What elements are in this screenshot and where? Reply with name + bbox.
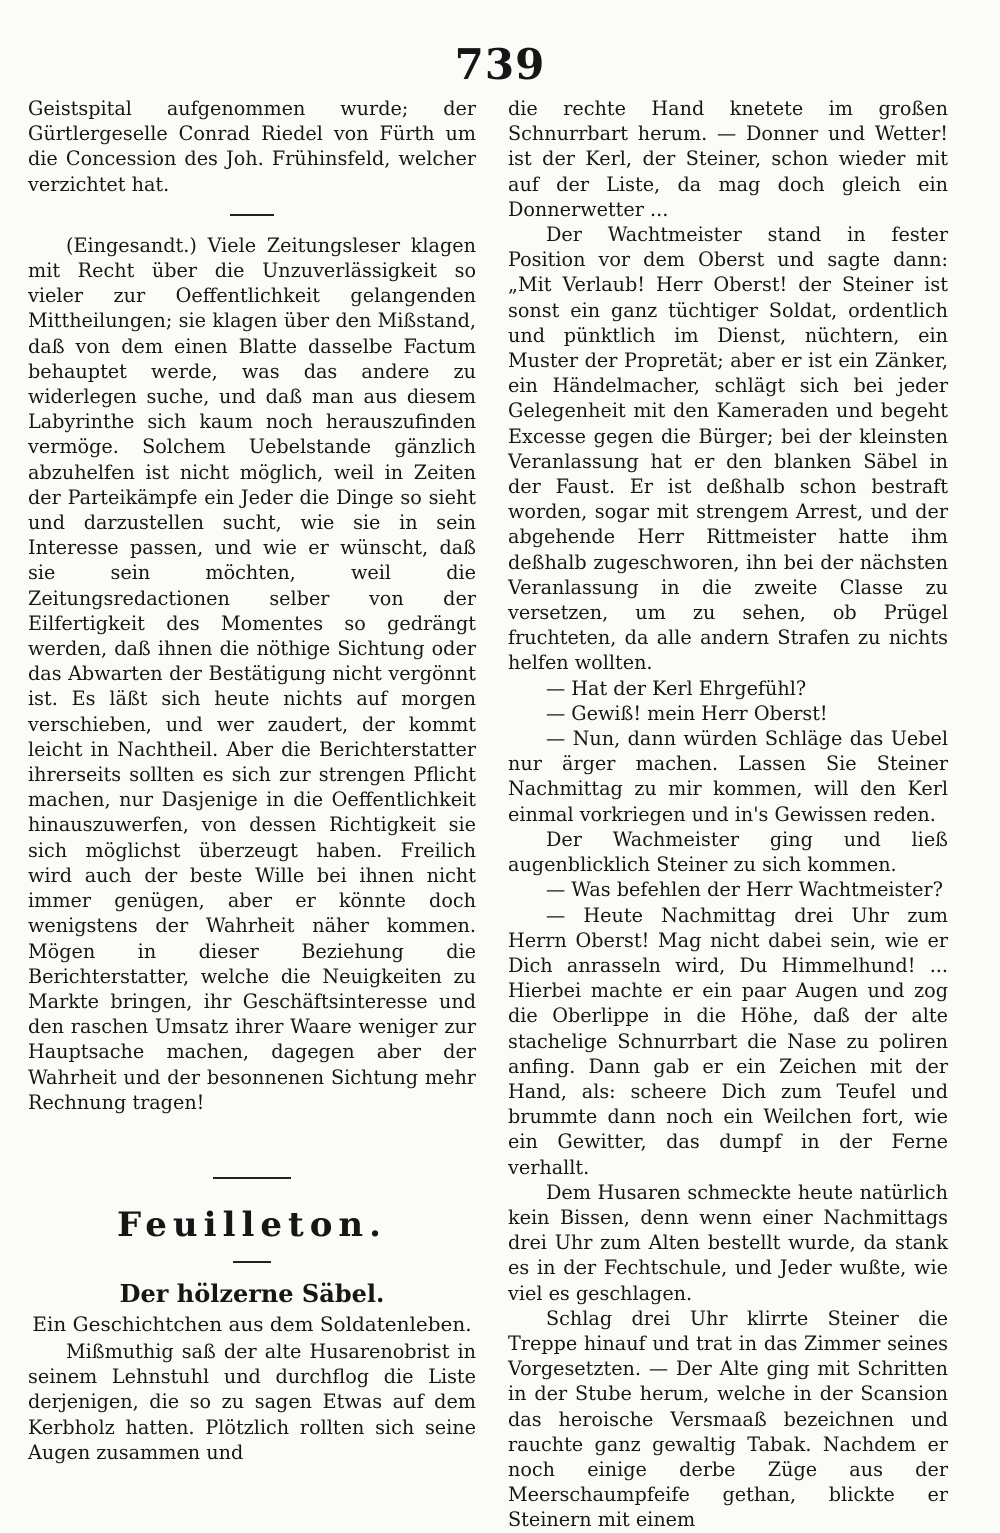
story-title: Der hölzerne Säbel. xyxy=(119,1278,385,1308)
story-subtitle: Ein Geschichtchen aus dem Soldatenleben. xyxy=(32,1311,472,1336)
title-divider xyxy=(233,1261,271,1263)
dialogue-line: — Gewiß! mein Herr Oberst! xyxy=(546,701,828,725)
story-paragraph: die rechte Hand knetete im großen Schnurrbart herum. — Donner und Wetter! ist der Kerl, der Steiner, schon wieder mit auf der Liste, da mag doch gleich ein Donnerwetter ... xyxy=(508,97,948,221)
story-paragraph: Der Wachmeister ging und ließ augenblicklich Steiner zu sich kommen. xyxy=(508,827,948,877)
continuation-paragraph: Geistspital aufgenommen wurde; der Gürtlergeselle Conrad Riedel von Fürth um die Concession des Joh. Frühinsfeld, welcher verzichtet hat. xyxy=(28,97,476,196)
feuilleton-heading: Feuilleton. xyxy=(117,1204,387,1245)
page-number: 739 xyxy=(454,40,546,89)
dialogue-line: — Nun, dann würden Schläge das Uebel nur ärger machen. Lassen Sie Steiner Nachmittag zu mir kommen, will den Kerl einmal vorkriegen und in's Gewissen reden. xyxy=(508,727,948,826)
dialogue-line: — Heute Nachmittag drei Uhr zum Herrn Oberst! Mag nicht dabei sein, wie er Dich anrasseln wird, Du Himmelhund! ... Hierbei machte er ein paar Augen und zog die Oberlippe in die Höhe, daß der alte stachelige Schnurrbart die Nase zu poliren anfing. Dann gab er ein Zeichen mit der Hand, als: scheere Dich zum Teufel und brummte dann noch ein Weilchen fort, wie ein Gewitter, das dumpf in der Ferne verhallt. xyxy=(508,903,948,1179)
story-paragraph: Schlag drei Uhr klirrte Steiner die Treppe hinauf und trat in das Zimmer seines Vorgesetzten. — Der Alte ging mit Schritten in der Stube herum, welche in der Scansion das heroische Versmaaß bezeichnen und rauchte ganz gewaltig Tabak. Nachdem er noch einige derbe Züge aus der Meerschaumpfeife gethan, blickte er Steinern mit einem xyxy=(508,1306,948,1532)
left-column xyxy=(28,96,476,1465)
story-paragraph: Dem Husaren schmeckte heute natürlich kein Bissen, denn wenn einer Nachmittags drei Uhr zum Alten bestellt wurde, da stank es in der Fechtschule, und Jeder wußte, wie viel es geschlagen. xyxy=(508,1180,948,1305)
dialogue-line: — Hat der Kerl Ehrgefühl? xyxy=(546,676,807,700)
right-column xyxy=(508,96,948,1533)
section-divider xyxy=(230,214,274,216)
feuilleton-divider xyxy=(213,1177,291,1179)
dialogue-line: — Was befehlen der Herr Wachtmeister? xyxy=(546,878,943,902)
eingesandt-paragraph: (Eingesandt.) Viele Zeitungsleser klagen mit Recht über die Unzuverlässigkeit so vieler zur Oeffentlichkeit gelangenden Mittheilungen; sie klagen über den Mißstand, daß von dem einen Blatte dasselbe Factum behauptet werde, was das andere zu widerlegen suche, und daß man aus diesem Labyrinthe sich kaum noch herauszufinden vermöge. Solchem Uebelstande gänzlich abzuhelfen ist nicht möglich, weil in Zeiten der Parteikämpfe ein Jeder die Dinge so sieht und darzustellen sucht, wie sie in sein Interesse passen, und wie er wünscht, daß sie sein möchten, weil die Zeitungsredactionen selber von der Eilfertigkeit des Momentes so gedrängt werden, daß ihnen die nöthige Sichtung oder das Abwarten der Bestätigung nicht vergönnt ist. Es läßt sich heute nichts auf morgen verschieben, und wer zaudert, der kommt leicht in Nachtheil. Aber die Berichterstatter ihrerseits sollten es sich zur strengen Pflicht machen, nur Dasjenige in die Oeffentlichkeit hinauszuwerfen, von dessen Richtigkeit sie sich möglichst überzeugt haben. Freilich wird auch der beste Wille bei ihnen nicht immer genügen, aber er könnte doch wenigstens der Wahrheit näher kommen. Mögen in dieser Beziehung die Berichterstatter, welche die Neuigkeiten zu Markte bringen, ihr Geschäftsinteresse und den raschen Umsatz ihrer Waare weniger zur Hauptsache machen, dagegen aber der Wahrheit und der besonnenen Sichtung mehr Rechnung tragen! xyxy=(28,233,476,1114)
story-opening-paragraph: Mißmuthig saß der alte Husarenobrist in seinem Lehnstuhl und durchflog die Liste derjenigen, die so zu sagen Etwas auf dem Kerbholz hatten. Plötzlich rollten sich seine Augen zusammen und xyxy=(28,1339,476,1464)
story-paragraph: Der Wachtmeister stand in fester Position vor dem Oberst und sagte dann: „Mit Verlaub! Herr Oberst! der Steiner ist sonst ein ganz tüchtiger Soldat, ordentlich und pünktlich im Dienst, nüchtern, ein Muster der Propretät; aber er ist ein Zänker, ein Händelmacher, schlägt sich bei jeder Gelegenheit mit den Kameraden und begeht Excesse gegen die Bürger; bei der kleinsten Veranlassung hat er den blanken Säbel in der Faust. Er ist deßhalb schon bestraft worden, sogar mit strengem Arrest, und der abgehende Herr Rittmeister hatte ihm deßhalb zugeschworen, ihn bei der nächsten Veranlassung in die zweite Classe zu versetzen, um zu sehen, ob Prügel fruchteten, da alle andern Strafen zu nichts helfen wollten. xyxy=(508,223,948,675)
